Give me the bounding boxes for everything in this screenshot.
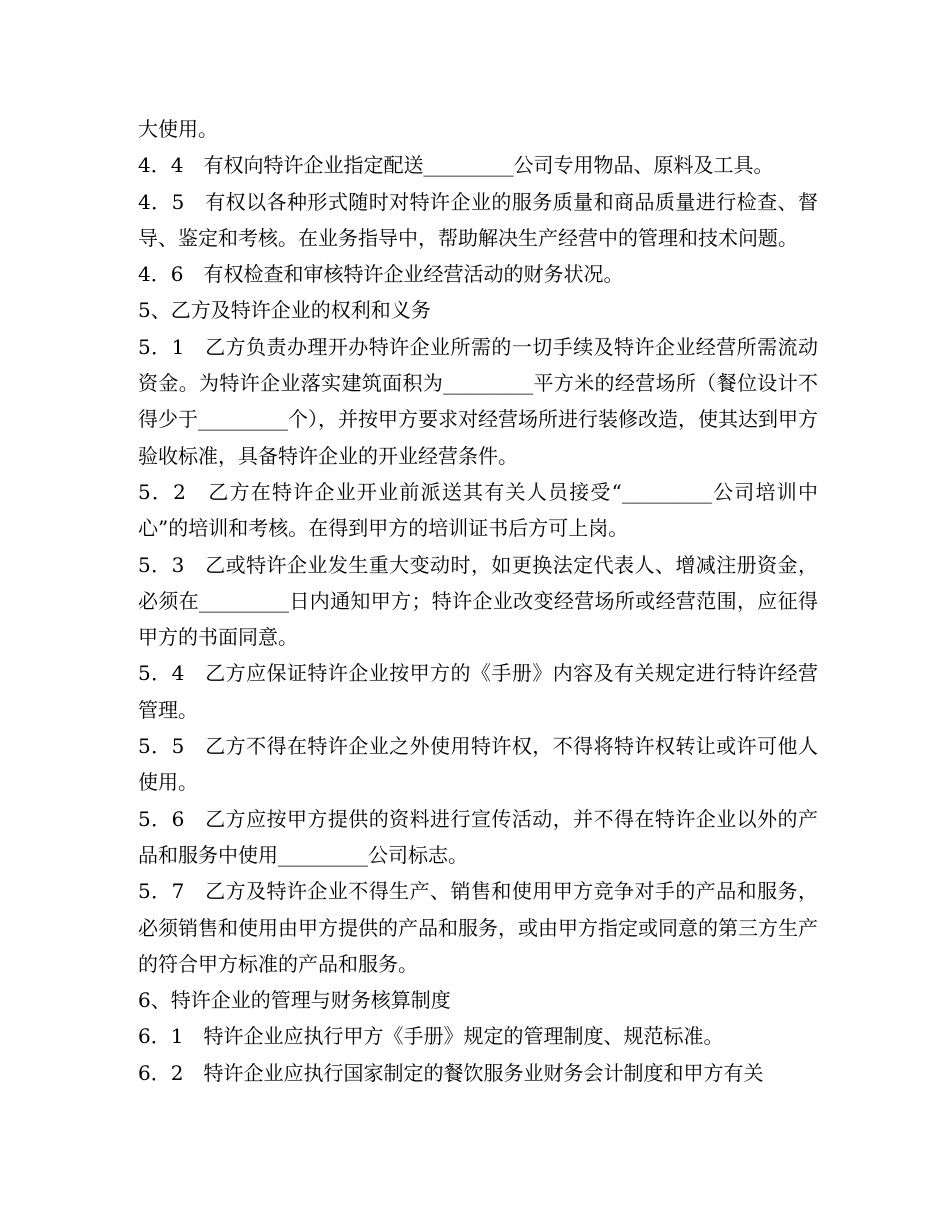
clause-5-7: 5．7 乙方及特许企业不得生产、销售和使用甲方竞争对手的产品和服务，必须销售和使用由甲方提供的产品和服务，或由甲方指定或同意的第三方生产的符合甲方标准的产品和服务。 (138, 879, 818, 976)
section-6-heading: 6、特许企业的管理与财务核算制度 (138, 988, 451, 1013)
clause-5-3: 5．3 乙或特许企业发生重大变动时，如更换法定代表人、增减注册资金，必须在_________日内通知甲方；特许企业改变经营场所或经营范围，应征得甲方的书面同意。 (138, 552, 818, 650)
paragraph-continuation: 大使用。 (138, 117, 218, 141)
clause-6-1: 6．1 特许企业应执行甲方《手册》规定的管理制度、规范标准。 (138, 1024, 724, 1049)
clause-5-5: 5．5 乙方不得在特许企业之外使用特许权，不得将特许权转让或许可他人使用。 (138, 734, 818, 795)
clause-5-6: 5．6 乙方应按甲方提供的资料进行宣传活动，并不得在特许企业以外的产品和服务中使用_________公司标志。 (138, 806, 818, 867)
clause-5-1: 5．1 乙方负责办理开办特许企业所需的一切手续及特许企业经营所需流动资金。为特许企业落实建筑面积为_________平方米的经营场所（餐位设计不得少于_________个），并按甲方要求对经营场所进行装修改造，使其达到甲方验收标准，具备特许企业的开业经营条件。 (138, 334, 818, 468)
clause-4-4: 4．4 有权向特许企业指定配送_________公司专用物品、原料及工具。 (138, 153, 774, 178)
clause-6-2: 6．2 特许企业应执行国家制定的餐饮服务业财务会计制度和甲方有关 (138, 1060, 764, 1085)
clause-5-4: 5．4 乙方应保证特许企业按甲方的《手册》内容及有关规定进行特许经营管理。 (138, 661, 818, 722)
clause-5-2: 5．2 乙方在特许企业开业前派送其有关人员接受“_________公司培训中心”的培训和考核。在得到甲方的培训证书后方可上岗。 (138, 479, 818, 541)
clause-4-5: 4．5 有权以各种形式随时对特许企业的服务质量和商品质量进行检查、督导、鉴定和考核。在业务指导中，帮助解决生产经营中的管理和技术问题。 (138, 189, 818, 250)
section-5-heading: 5、乙方及特许企业的权利和义务 (138, 298, 431, 323)
document-body (138, 111, 818, 1091)
clause-4-6: 4．6 有权检查和审核特许企业经营活动的财务状况。 (138, 262, 624, 287)
